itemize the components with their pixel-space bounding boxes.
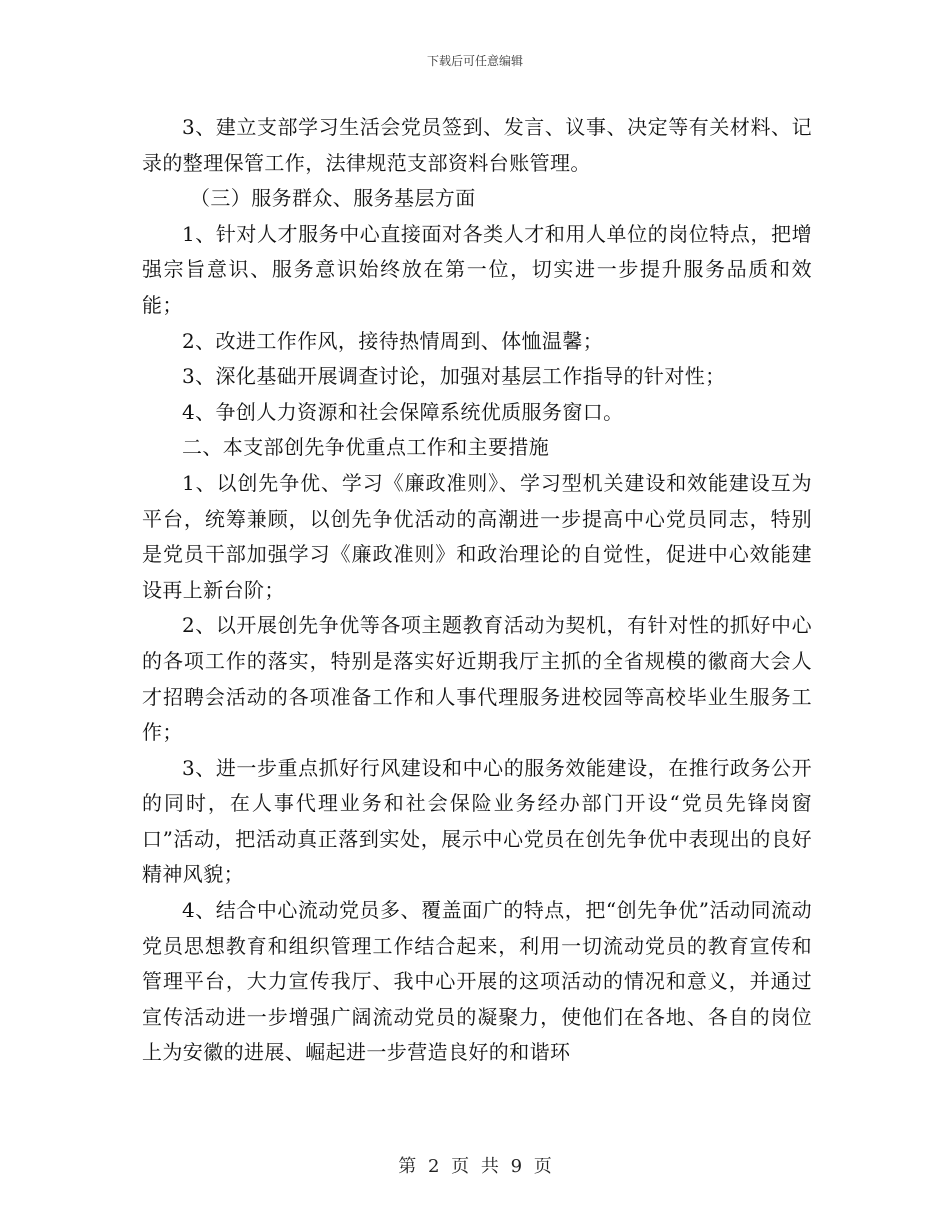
paragraph: 3、进一步重点抓好行风建设和中心的服务效能建设，在推行政务公开的同时，在人事代理业务和社会保险业务经办部门开设“党员先锋岗窗口”活动，把活动真正落到实处，展示中心党员在创先争优中表现出的良好精神风貌； [142, 755, 812, 887]
section-heading: （三）服务群众、服务基层方面 [190, 186, 476, 211]
paragraph: 4、结合中心流动党员多、覆盖面广的特点，把“创先争优”活动同流动党员思想教育和组织管理工作结合起来，利用一切流动党员的教育宣传和管理平台，大力宣传我厅、我中心开展的这项活动的情况和意义，并通过宣传活动进一步增强广阔流动党员的凝聚力，使他们在各地、各自的岗位上为安徽的进展、崛起进一步营造良好的和谐环 [142, 898, 812, 1065]
paragraph: 1、针对人才服务中心直接面对各类人才和用人单位的岗位特点，把增强宗旨意识、服务意识始终放在第一位，切实进一步提升服务品质和效能； [142, 221, 812, 317]
page-header: 下载后可任意编辑 [426, 54, 523, 68]
paragraph: 3、深化基础开展调查讨论，加强对基层工作指导的针对性； [182, 364, 726, 389]
paragraph: 1、以创先争优、学习《廉政准则》、学习型机关建设和效能建设互为平台，统筹兼顾，以创先争优活动的高潮进一步提高中心党员同志，特别是党员干部加强学习《廉政准则》和政治理论的自觉性，促进中心效能建设再上新台阶； [142, 470, 812, 602]
paragraph: 2、改进工作作风，接待热情周到、体恤温馨； [182, 328, 604, 353]
page-number: 第 2 页 共 9 页 [398, 1156, 552, 1177]
paragraph: 3、建立支部学习生活会党员签到、发言、议事、决定等有关材料、记录的整理保管工作，法律规范支部资料台账管理。 [142, 115, 812, 175]
paragraph: 2、以开展创先争优等各项主题教育活动为契机，有针对性的抓好中心的各项工作的落实，特别是落实好近期我厅主抓的全省规模的徽商大会人才招聘会活动的各项准备工作和人事代理服务进校园等高校毕业生服务工作； [142, 613, 812, 745]
section-heading: 二、本支部创先争优重点工作和主要措施 [182, 435, 550, 460]
document-body [142, 110, 812, 1071]
paragraph: 4、争创人力资源和社会保障系统优质服务窗口。 [182, 399, 624, 424]
